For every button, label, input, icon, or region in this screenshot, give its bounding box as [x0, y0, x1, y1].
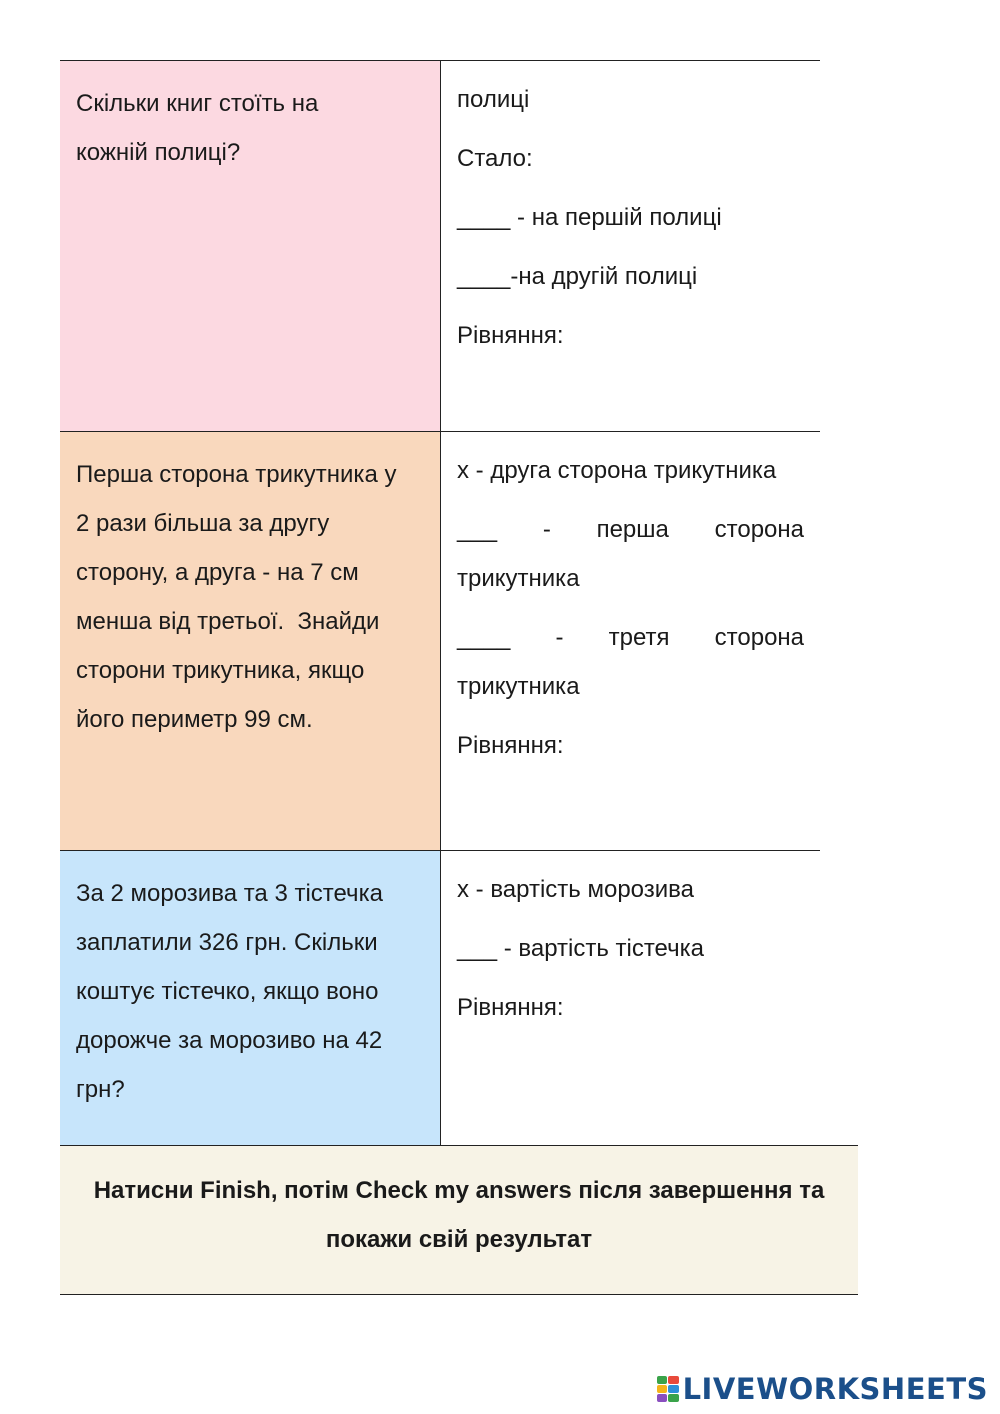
problem-row-1 — [60, 60, 820, 432]
answer-blank-line[interactable]: ____-на другій полиці — [457, 263, 698, 290]
question-line: заплатили 326 грн. Скільки — [76, 929, 378, 956]
question-line: коштує тістечко, якщо воно — [76, 978, 379, 1005]
finish-instruction-box — [60, 1145, 858, 1295]
liveworksheets-brand — [657, 1372, 988, 1406]
answer-blank-line[interactable]: ____ - на першій полиці — [457, 204, 722, 231]
answer-line: x - друга сторона трикутника — [457, 457, 777, 484]
equation-label[interactable]: Рівняння: — [457, 732, 564, 759]
question-line: грн? — [76, 1076, 125, 1103]
liveworksheets-logo-icon — [657, 1376, 679, 1402]
blank[interactable]: ____ — [457, 624, 511, 651]
brand-name: LIVEWORKSHEETS — [682, 1372, 988, 1406]
question-line: сторони трикутника, якщо — [76, 657, 365, 684]
answer-line: x - вартість морозива — [457, 876, 694, 903]
word: сторона — [714, 624, 805, 651]
problem-1-answer — [441, 61, 820, 432]
word: перша — [596, 516, 669, 543]
problem-3-question — [60, 851, 441, 1146]
question-line: Скільки книг стоїть на — [76, 90, 319, 117]
word: трикутника — [457, 673, 580, 700]
word: третя — [608, 624, 670, 651]
answer-blank-line[interactable] — [457, 505, 804, 603]
answer-line: Стало: — [457, 145, 533, 172]
answer-blank-line[interactable]: ___ - вартість тістечка — [457, 935, 704, 962]
equation-label[interactable]: Рівняння: — [457, 994, 564, 1021]
instruction-line: Натисни Finish, потім Check my answers після завершення та — [93, 1177, 825, 1204]
question-line: його периметр 99 см. — [76, 706, 313, 733]
problem-2-answer — [441, 432, 820, 851]
instruction-line: покажи свій результат — [325, 1226, 593, 1253]
equation-label[interactable]: Рівняння: — [457, 322, 564, 349]
dash: - — [555, 624, 564, 651]
question-line: 2 рази більша за другу — [76, 510, 330, 537]
problem-1-question — [60, 61, 441, 432]
answer-blank-line[interactable] — [457, 613, 804, 711]
problem-2-question — [60, 432, 441, 851]
question-line: За 2 морозива та 3 тістечка — [76, 880, 383, 907]
question-line: Перша сторона трикутника у — [76, 461, 397, 488]
problem-3-answer — [441, 851, 820, 1146]
problem-row-3 — [60, 850, 820, 1146]
word: трикутника — [457, 565, 580, 592]
question-line: сторону, а друга - на 7 см — [76, 559, 359, 586]
problem-row-2 — [60, 431, 820, 851]
question-line: дорожче за морозиво на 42 — [76, 1027, 383, 1054]
dash: - — [542, 516, 551, 543]
question-line: кожній полиці? — [76, 139, 241, 166]
question-line: менша від третьої. Знайди — [76, 608, 380, 635]
answer-line: полиці — [457, 86, 530, 113]
blank[interactable]: ___ — [457, 516, 498, 543]
word: сторона — [714, 516, 805, 543]
